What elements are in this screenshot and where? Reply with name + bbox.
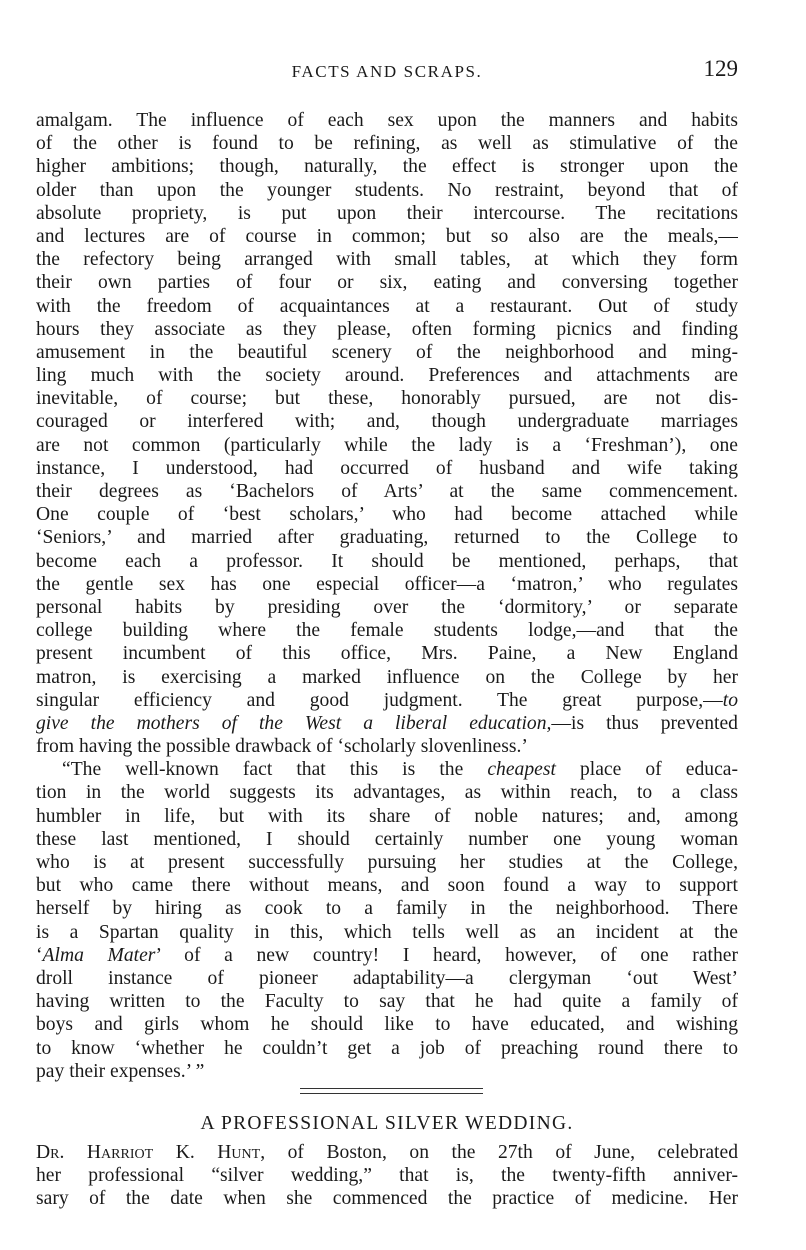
text-line-part: , of Boston, on the 27th of June, celebrated [260, 1142, 738, 1163]
section-divider [300, 1088, 483, 1089]
text-line: inevitable, of course; but these, honorably pursued, are not dis- [36, 388, 738, 410]
text-line: instance, I understood, had occurred of husband and wife taking [36, 457, 738, 479]
text-line: but who came there without means, and soon found a way to support [36, 875, 738, 897]
text-line-part: ’ of a new country! I heard, however, of one rather [155, 944, 738, 966]
text-line: their own parties of four or six, eating and conversing together [36, 272, 738, 294]
text-line: from having the possible drawback of ‘scholarly slovenliness.’ [36, 736, 528, 758]
text-line: personal habits by presiding over the ‘dormitory,’ or separate [36, 596, 738, 618]
text-line: sary of the date when she commenced the practice of medicine. Her [36, 1188, 738, 1210]
text-line: are not common (particularly while the lady is a ‘Freshman’), one [36, 434, 738, 456]
text-line: boys and girls whom he should like to have educated, and wishing [36, 1014, 738, 1036]
text-line: and lectures are of course in common; but so also are the meals,— [36, 225, 738, 247]
text-line [36, 1141, 738, 1164]
text-line-with-italic [36, 944, 738, 967]
text-line: One couple of ‘best scholars,’ who had become attached while [36, 504, 738, 526]
text-line: amalgam. The influence of each sex upon the manners and habits [36, 110, 738, 131]
italic-phrase: give the mothers of the West a liberal education, [36, 712, 552, 734]
text-line: having written to the Faculty to say that he had quite a family of [36, 991, 738, 1013]
text-line: tion in the world suggests its advantages, as within reach, to a class [36, 782, 738, 804]
text-line: is a Spartan quality in this, which tells well as an incident at the [36, 921, 738, 943]
italic-word: to [722, 689, 738, 711]
text-line: who is at present successfully pursuing her studies at the College, [36, 852, 738, 873]
text-line: of the other is found to be refining, as well as stimulative of the [36, 133, 738, 155]
page-header [36, 58, 738, 86]
text-line: higher ambitions; though, naturally, the effect is stronger upon the [36, 156, 738, 178]
running-head: FACTS AND SCRAPS. [291, 62, 483, 81]
article-body [36, 109, 738, 1083]
text-line: college building where the female students lodge,—and that the [36, 620, 738, 642]
text-line: older than upon the younger students. No restraint, beyond that of [36, 179, 738, 201]
text-line: droll instance of pioneer adaptability—a clergyman ‘out West’ [36, 967, 738, 989]
text-line: matron, is exercising a marked influence on the College by her [36, 666, 738, 688]
section-divider [300, 1093, 483, 1094]
text-line-part: place of educa- [555, 759, 738, 781]
text-line: to know ‘whether he couldn’t get a job of preaching round there to [36, 1037, 738, 1059]
section-body [36, 1141, 738, 1211]
italic-phrase: Alma Mater [42, 944, 156, 966]
text-line: with the freedom of acquaintances at a restaurant. Out of study [36, 295, 738, 317]
text-line: their degrees as ‘Bachelors of Arts’ at the same commencement. [36, 481, 738, 502]
section-title: A PROFESSIONAL SILVER WEDDING. [200, 1113, 574, 1134]
text-line: singular efficiency and good judgment. The great purpose,—to [36, 689, 738, 711]
text-line: become each a professor. It should be mentioned, perhaps, that [36, 550, 738, 572]
person-name: Dr. Harriot K. Hunt [36, 1142, 261, 1163]
text-line-part: —is thus prevented [551, 712, 738, 734]
text-line: ‘Seniors,’ and married after graduating, returned to the College to [36, 527, 738, 549]
text-line-part: ‘ [36, 944, 43, 966]
paragraph-start-line [36, 758, 738, 781]
text-line: the gentle sex has one especial officer—a ‘matron,’ who regulates [36, 573, 738, 595]
text-line: her professional “silver wedding,” that is, the twenty-fifth anniver- [36, 1165, 738, 1187]
text-line: hours they associate as they please, often forming picnics and finding [36, 318, 738, 340]
text-line: humbler in life, but with its share of noble natures; and, among [36, 805, 738, 827]
text-line: amusement in the beautiful scenery of the neighborhood and ming- [36, 341, 738, 363]
text-line: couraged or interfered with; and, though undergraduate marriages [36, 411, 738, 433]
italic-word: cheapest [487, 759, 556, 781]
text-line: ling much with the society around. Preferences and attachments are [36, 365, 738, 387]
text-line: present incumbent of this office, Mrs. Paine, a New England [36, 643, 738, 665]
text-line: the refectory being arranged with small tables, at which they form [36, 249, 738, 271]
text-line: pay their expenses.’ ” [36, 1060, 205, 1082]
text-line: these last mentioned, I should certainly number one young woman [36, 828, 738, 850]
text-line-part: “The well-known fact that this is the [62, 759, 488, 781]
text-line-emphasis [36, 712, 738, 735]
page-number: 129 [703, 56, 738, 81]
text-line: absolute propriety, is put upon their intercourse. The recitations [36, 202, 738, 224]
text-line: herself by hiring as cook to a family in the neighborhood. There [36, 898, 738, 920]
